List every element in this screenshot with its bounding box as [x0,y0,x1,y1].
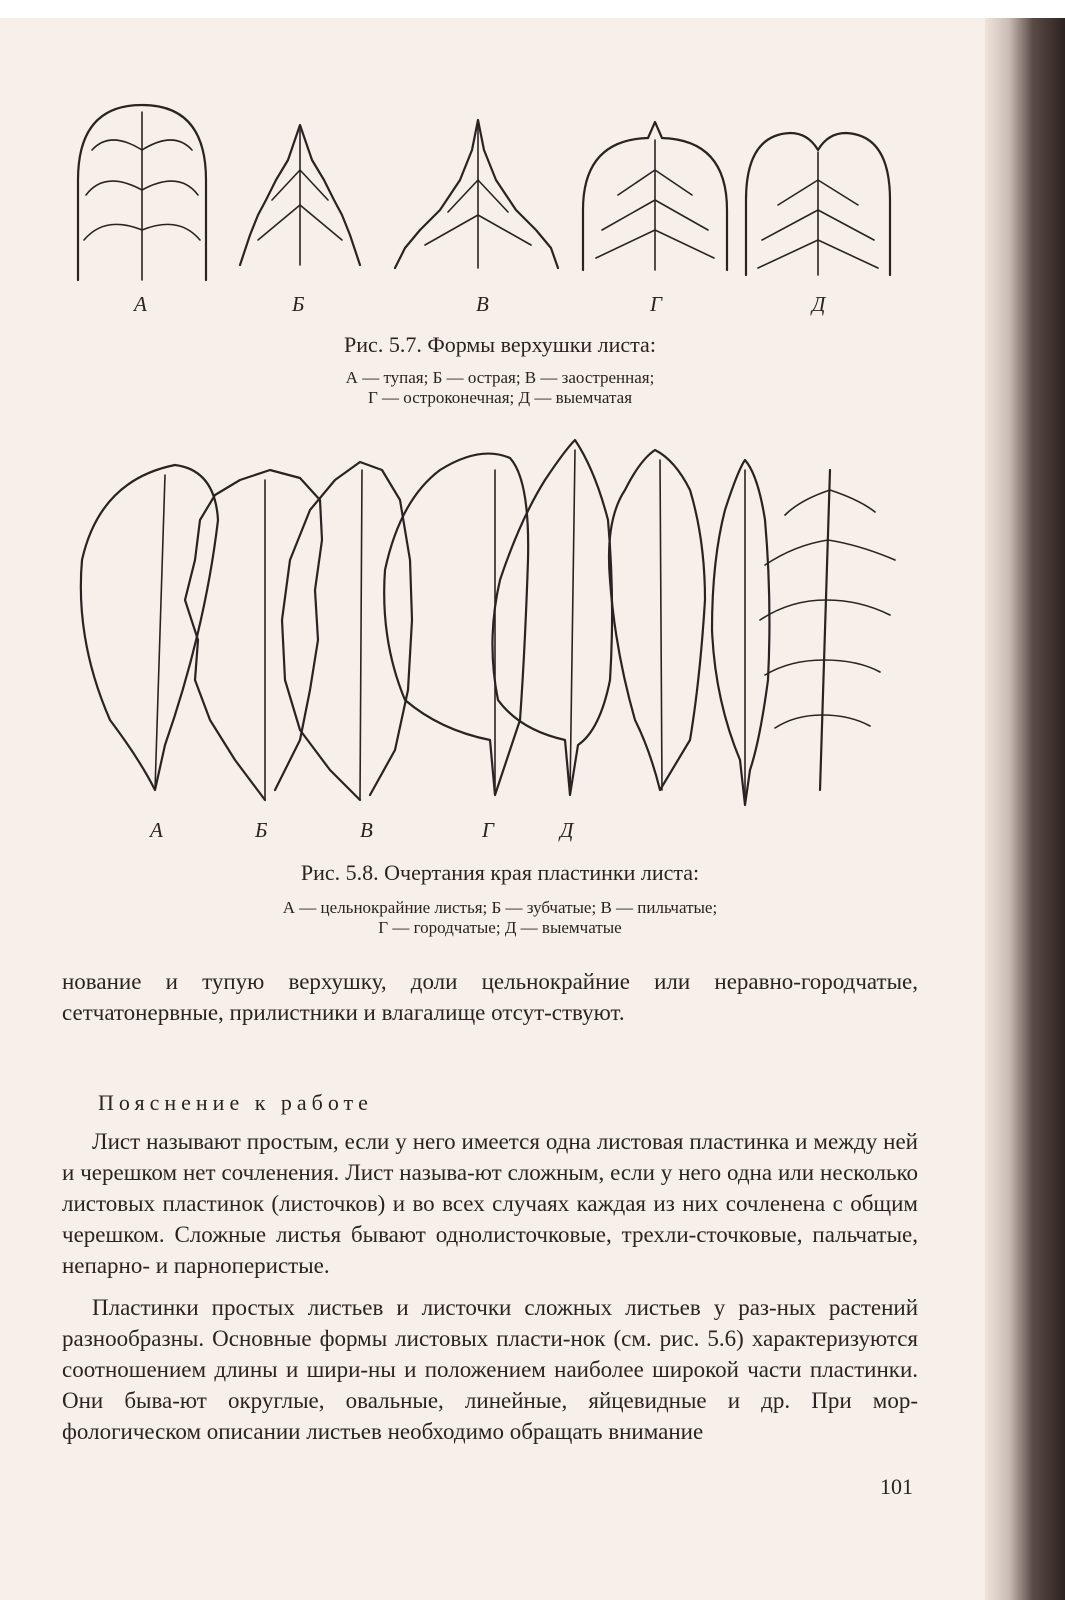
leaf-apex-acuminate-drawing [395,120,558,268]
fig58-caption-title: Рис. 5.8. Очертания края пластинки листа: [300,860,700,885]
leaf-margin-crenate-drawing [384,454,528,795]
leaf-margin-serrate-drawing [282,462,412,800]
leaf-apex-acute-drawing [240,125,360,265]
fig57-letter-b: Б [292,292,305,316]
fig57-caption-title: Рис. 5.7. Формы верхушки листа: [344,332,656,357]
fig57-letter-a: А [134,292,147,316]
leaf-sinuate-narrow-drawing [712,460,769,805]
fig57-letter-d: Д [812,292,826,316]
leaf-apex-mucronate-drawing [583,122,727,270]
paragraph-3-text: Пластинки простых листьев и листочки сложных листьев у раз-ных растений разнообразны. Основные формы листовых пласти-нок (см. рис. 5.6) характеризуются соотношением длины и шири-ны и положением наиболее широкой части пластинки. Они быва-ют округлые, овальные, линейные, яйцевидные и др. При мор-фологическом описании листьев необходимо обращать внимание [62,1295,918,1444]
leaf-apex-obtuse-drawing [78,105,206,280]
leaf-lobed-drawing [609,450,705,790]
fig58-letter-g: Г [482,818,494,842]
fig58-letter-d: Д [560,818,574,842]
fig58-letter-v: В [360,818,373,842]
leaf-apex-emarginate-drawing [746,133,890,275]
fig57-caption-note-2: Г — остроконечная; Д — выемчатая [367,388,633,407]
leaf-pinnate-drawing [760,470,895,790]
fig58-letter-b: Б [255,818,268,842]
paragraph-2-text: Лист называют простым, если у него имеется одна листовая пластинка и между ней и черешком нет сочленения. Лист называ-ют сложным, если у него одна или несколько листовых пластинок (листочков) и во всех случаях каждая из них сочленена с общим черешком. Сложные листья бывают однолисточковые, трехли-сточковые, пальчатые, непарно- и парноперистые. [62,1129,918,1278]
leaf-figures [0,0,1000,850]
fig57-letter-g: Г [650,292,662,316]
fig58-letter-a: А [150,818,163,842]
leaf-margin-entire-drawing [81,465,218,790]
body-paragraph-2 [62,1126,918,1281]
fig57-caption-note-1: А — тупая; Б — острая; В — заостренная; [345,368,655,387]
leaf-margin-dentate-drawing [185,470,322,800]
section-heading: Пояснение к работе [98,1090,373,1115]
fig57-letter-v: В [476,292,489,316]
fig58-caption-note-1: А — цельнокрайние листья; Б — зубчатые; В — пильчатые; [282,898,718,917]
leaf-margin-sinuate-drawing [492,440,612,795]
body-paragraph-3 [62,1292,918,1447]
body-paragraph-continued [62,966,918,1028]
paragraph-1-text: нование и тупую верхушку, доли цельнокрайние или неравно-городчатые, сетчатонервные, прилистники и влагалище отсут-ствуют. [62,969,918,1025]
fig58-caption-note-2: Г — городчатые; Д — выемчатые [378,918,622,937]
page-number: 101 [880,1474,913,1499]
